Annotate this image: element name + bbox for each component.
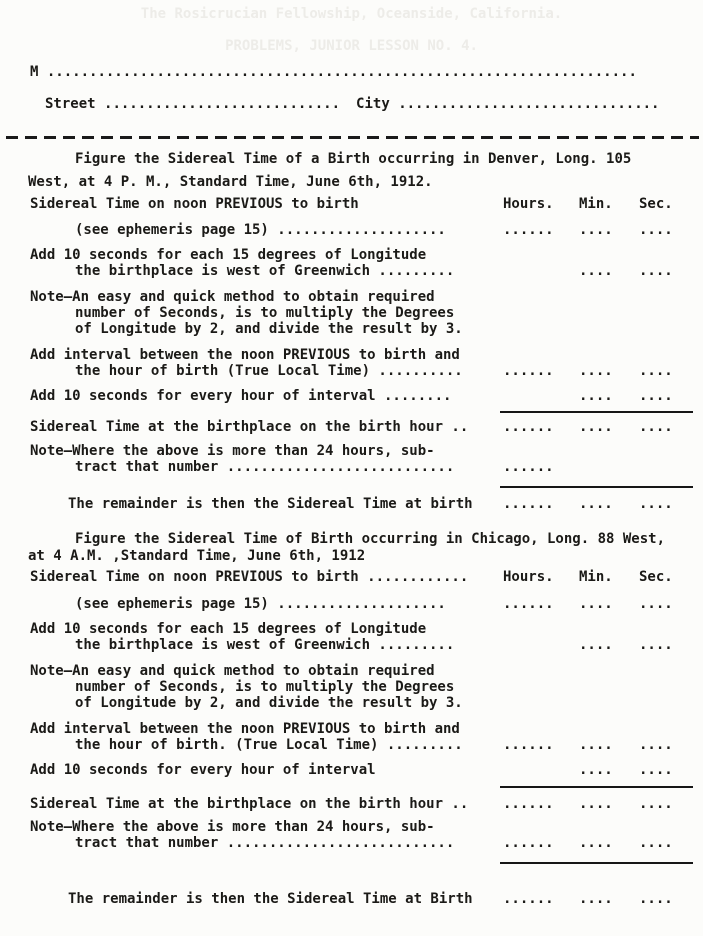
note-text: number of Seconds, is to multiply the Degrees: [75, 679, 455, 695]
city-fill-in-dots: ...............................: [398, 96, 660, 112]
section1-row-add10-per-hour: [30, 388, 695, 404]
row-label: The remainder is then the Sidereal Time at birth: [30, 496, 503, 512]
min-blank: ....: [579, 419, 613, 435]
section2-note1-line3: [30, 695, 695, 711]
section2-intro-line1: Figure the Sidereal Time of Birth occurring in Chicago, Long. 88 West,: [75, 531, 666, 547]
min-blank: ....: [579, 388, 613, 404]
sec-blank: ....: [639, 263, 673, 279]
column-header-hours: Hours.: [503, 196, 554, 212]
sum-rule: [500, 862, 693, 864]
section1-row-add10-longitude: [30, 247, 695, 263]
section1-row-sidereal-at-birthplace: [30, 419, 695, 435]
hours-blank: ......: [503, 891, 554, 907]
section1-note1-line2: [30, 305, 695, 321]
row-label: the birthplace is west of Greenwich .........: [75, 637, 455, 653]
row-label: Add interval between the noon PREVIOUS to birth and: [30, 721, 460, 737]
section1-note2-line1: [30, 443, 695, 459]
row-label: Add 10 seconds for each 15 degrees of Longitude: [30, 621, 427, 637]
sec-blank: ....: [639, 891, 673, 907]
note-text: number of Seconds, is to multiply the Degrees: [75, 305, 455, 321]
note-text: Note—An easy and quick method to obtain required: [30, 289, 435, 305]
row-label: Add 10 seconds for every hour of interval ........: [30, 388, 452, 404]
note-text: of Longitude by 2, and divide the result by 3.: [75, 695, 463, 711]
city-label: City: [356, 96, 390, 112]
column-header-min: Min.: [579, 569, 613, 585]
sec-blank: ....: [639, 596, 673, 612]
min-blank: ....: [579, 363, 613, 379]
hours-blank: ......: [503, 222, 554, 238]
hours-blank: ......: [503, 596, 554, 612]
hours-blank: ......: [503, 796, 554, 812]
min-blank: ....: [579, 596, 613, 612]
sum-rule: [500, 486, 693, 488]
name-prefix-label: M: [30, 64, 39, 80]
sum-rule: [500, 786, 693, 788]
note-text: Note—Where the above is more than 24 hours, sub-: [30, 819, 435, 835]
column-header-hours: Hours.: [503, 569, 554, 585]
section2-row-add10-per-hour: [30, 762, 695, 778]
section1-main-row: [30, 196, 695, 212]
section2-note1-line2: [30, 679, 695, 695]
row-label: tract that number ...........................: [75, 459, 455, 475]
section1-row-remainder: [30, 496, 695, 512]
section1-row-ephemeris: [30, 222, 695, 238]
section1-row-west-of-greenwich: [30, 263, 695, 279]
section2-row-ephemeris: [30, 596, 695, 612]
row-label: Add 10 seconds for each 15 degrees of Longitude: [30, 247, 427, 263]
hours-blank: ......: [503, 496, 554, 512]
hours-blank: ......: [503, 363, 554, 379]
hours-blank: ......: [503, 737, 554, 753]
section2-note2-line1: [30, 819, 695, 835]
sec-blank: ....: [639, 737, 673, 753]
sec-blank: ....: [639, 637, 673, 653]
column-header-sec: Sec.: [639, 196, 673, 212]
min-blank: ....: [579, 891, 613, 907]
section1-intro-line2: West, at 4 P. M., Standard Time, June 6th, 1912.: [28, 174, 433, 190]
sec-blank: ....: [639, 222, 673, 238]
note-text: Note—An easy and quick method to obtain required: [30, 663, 435, 679]
min-blank: ....: [579, 222, 613, 238]
row-label: Sidereal Time on noon PREVIOUS to birth: [30, 196, 359, 212]
section1-row-add-interval-line1: [30, 347, 695, 363]
section1-row-add-interval-line2: [30, 363, 695, 379]
sum-rule: [500, 411, 693, 413]
section1-note1-line3: [30, 321, 695, 337]
row-label: Add 10 seconds for every hour of interval: [30, 762, 376, 778]
row-label: the birthplace is west of Greenwich .........: [75, 263, 455, 279]
section2-row-west-of-greenwich: [30, 637, 695, 653]
sec-blank: ....: [639, 496, 673, 512]
faint-letterhead-line2: PROBLEMS, JUNIOR LESSON NO. 4.: [225, 38, 478, 54]
note-text: Note—Where the above is more than 24 hours, sub-: [30, 443, 435, 459]
row-label: the hour of birth (True Local Time) ..........: [75, 363, 463, 379]
row-label: the hour of birth. (True Local Time) .........: [75, 737, 463, 753]
min-blank: ....: [579, 496, 613, 512]
section2-main-row: [30, 569, 695, 585]
sec-blank: ....: [639, 796, 673, 812]
min-blank: ....: [579, 796, 613, 812]
column-header-sec: Sec.: [639, 569, 673, 585]
name-fill-in-dots: ......................................................................: [46, 64, 637, 80]
section1-intro-line1: Figure the Sidereal Time of a Birth occurring in Denver, Long. 105: [75, 151, 632, 167]
section2-row-add10-longitude: [30, 621, 695, 637]
min-blank: ....: [579, 263, 613, 279]
row-label: Sidereal Time at the birthplace on the birth hour ..: [30, 419, 469, 435]
row-label: (see ephemeris page 15) ....................: [75, 222, 446, 238]
sec-blank: ....: [639, 762, 673, 778]
row-label: tract that number ...........................: [75, 835, 455, 851]
column-header-min: Min.: [579, 196, 613, 212]
row-label: Sidereal Time on noon PREVIOUS to birth ............: [30, 569, 469, 585]
sec-blank: ....: [639, 835, 673, 851]
min-blank: ....: [579, 637, 613, 653]
underlined-sidereal-time: Sidereal Time: [287, 496, 397, 512]
section2-note1-line1: [30, 663, 695, 679]
hours-blank: ......: [503, 459, 554, 475]
hours-blank: ......: [503, 419, 554, 435]
sec-blank: ....: [639, 419, 673, 435]
min-blank: ....: [579, 762, 613, 778]
section2-row-remainder: [30, 891, 695, 907]
hours-blank: ......: [503, 835, 554, 851]
section2-intro-line2: at 4 A.M. ,Standard Time, June 6th, 1912: [28, 548, 366, 564]
row-label: Sidereal Time at the birthplace on the birth hour ..: [30, 796, 469, 812]
section2-row-sidereal-at-birthplace: [30, 796, 695, 812]
section2-row-add-interval-line2: [30, 737, 695, 753]
section2-row-add-interval-line1: [30, 721, 695, 737]
section1-note1-line1: [30, 289, 695, 305]
section2-note2-line2: [30, 835, 695, 851]
row-label: Add interval between the noon PREVIOUS to birth and: [30, 347, 460, 363]
street-label: Street: [45, 96, 96, 112]
min-blank: ....: [579, 835, 613, 851]
dashed-divider: [6, 136, 699, 139]
sec-blank: ....: [639, 388, 673, 404]
name-line: [30, 64, 637, 80]
street-city-line: [45, 96, 659, 112]
note-text: of Longitude by 2, and divide the result by 3.: [75, 321, 463, 337]
row-label: (see ephemeris page 15) ....................: [75, 596, 446, 612]
faint-letterhead-line1: The Rosicrucian Fellowship, Oceanside, California.: [140, 6, 563, 22]
section1-note2-line2: [30, 459, 695, 475]
sec-blank: ....: [639, 363, 673, 379]
row-label: The remainder is then the Sidereal Time at Birth: [68, 891, 473, 907]
street-fill-in-dots: ............................: [104, 96, 341, 112]
min-blank: ....: [579, 737, 613, 753]
